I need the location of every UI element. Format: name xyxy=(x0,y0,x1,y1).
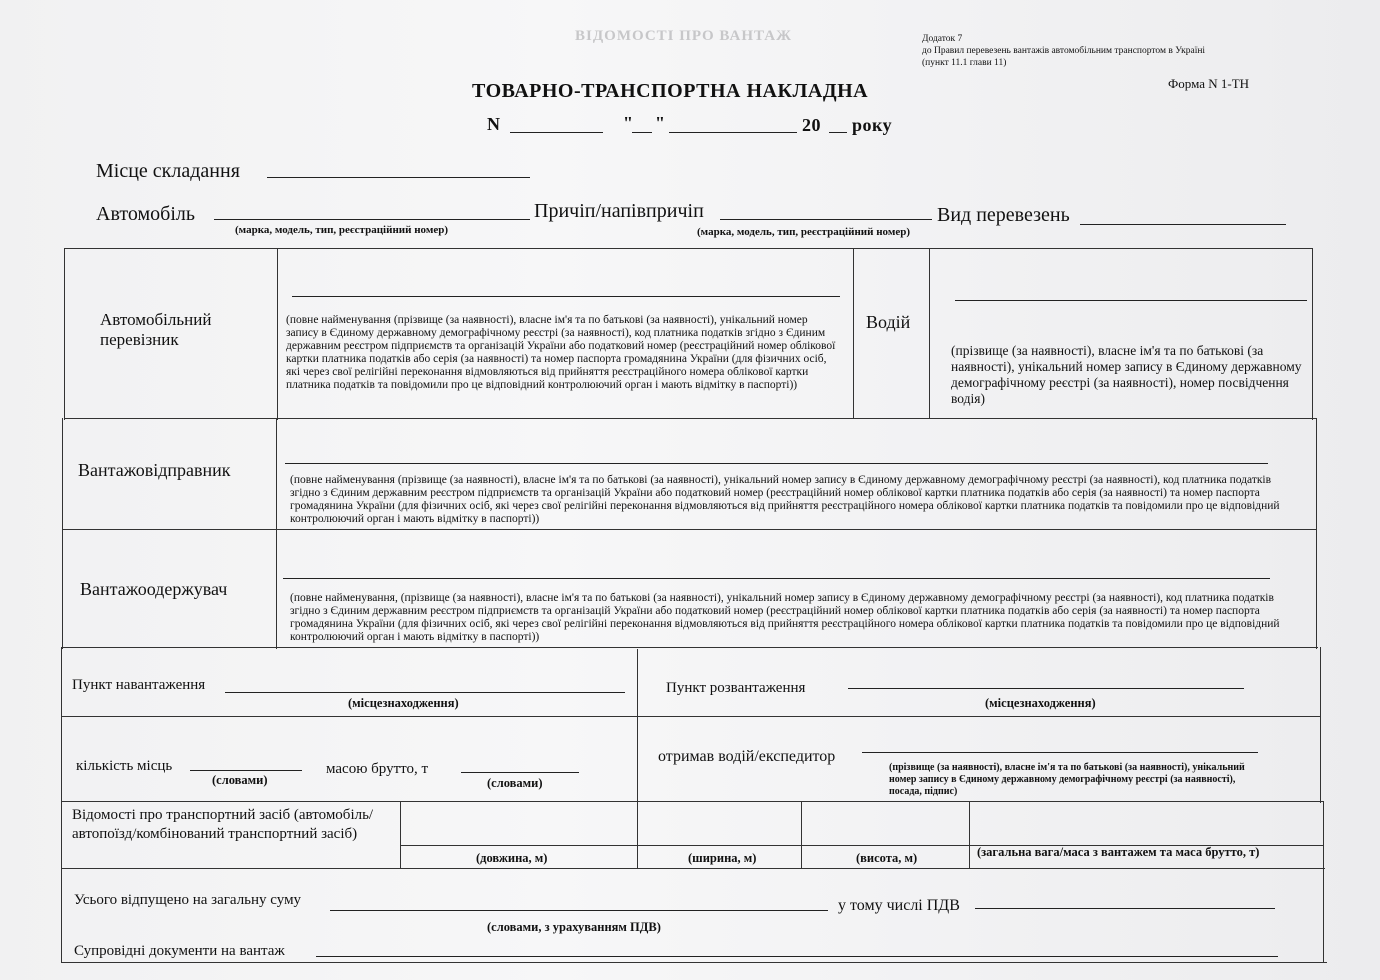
driver-caption: (прізвище (за наявності), власне ім'я та по батькові (за наявності), унікальний номер запису в Єдиному державному демографічному реєстрі (за наявності), номер посвідчення водія) xyxy=(951,343,1302,406)
table-rule xyxy=(853,248,854,418)
vehicle-width-field[interactable] xyxy=(638,802,800,845)
vehicle-weight-field[interactable] xyxy=(970,802,1322,845)
table-border-top xyxy=(64,248,1313,249)
total-label: Усього відпущено на загальну суму xyxy=(74,892,302,908)
driver-label: Водій xyxy=(866,312,911,332)
shipper-caption: (повне найменування (прізвище (за наявності), власне ім'я та по батькові (за наявності), унікальний номер запису в Єдиному державному демографічному реєстрі (за наявності), код платника податків згідно з Єдиним державним реєстром підприємств та організацій України або податковий номер (реєстраційний номер облікової картки платника податків або серія (за наявності) та номер паспорта громадянина України (для фізичних осіб, які через свої релігійні переконання відмовляються від прийняття реєстраційного номера облікової картки платника податків та повідомили про це відповідний контролюючий орган і мають відмітку в паспорті)) xyxy=(290,474,1280,525)
table-rule xyxy=(929,248,930,418)
gross-field[interactable] xyxy=(461,772,579,773)
received-field[interactable] xyxy=(862,752,1258,753)
carrier-field[interactable] xyxy=(292,296,840,297)
document-title: ТОВАРНО-ТРАНСПОРТНА НАКЛАДНА xyxy=(472,80,869,102)
table-border-right xyxy=(1316,418,1317,649)
gross-label: масою брутто, т xyxy=(326,761,429,777)
place-field[interactable] xyxy=(267,177,530,178)
consignee-caption: (повне найменування, (прізвище (за наявності), власне ім'я та по батькові (за наявності), унікальний номер запису в Єдиному державному демографічному реєстрі (за наявності), код платника податків згідно з Єдиним державним реєстром підприємств та організацій України або податковий номер (реєстраційний номер облікової картки платника податків або серія (за наявності) та номер паспорта громадянина України (для фізичних осіб, які через свої релігійні переконання відмовляються від прийняття реєстраційного номера облікової картки платника податків та повідомили про це відповідний контролюючий орган і мають відмітку в паспорті)) xyxy=(290,592,1280,643)
unloading-label: Пункт розвантаження xyxy=(666,680,806,696)
gross-caption: (словами) xyxy=(487,776,543,790)
table-rule xyxy=(62,529,1317,530)
docs-field[interactable] xyxy=(316,956,1278,957)
vehicle-height-caption: (висота, м) xyxy=(856,851,918,865)
form-number: Форма N 1-ТН xyxy=(1168,76,1250,91)
table-rule xyxy=(61,647,1318,648)
ghost-show-through-text: ВІДОМОСТІ ПРО ВАНТАЖ xyxy=(575,28,792,44)
received-label: отримав водій/експедитор xyxy=(658,748,836,765)
table-border-right xyxy=(1312,248,1313,420)
trailer-field[interactable] xyxy=(720,219,932,220)
total-caption: (словами, з урахуванням ПДВ) xyxy=(487,920,661,934)
places-field[interactable] xyxy=(190,770,302,771)
table-rule xyxy=(277,248,278,420)
year-prefix: 20 xyxy=(802,115,821,135)
vehicle-info-label: Відомості про транспортний засіб (автомобіль/автопоїзд/комбінований транспортний засіб) xyxy=(72,807,374,842)
table-border-right xyxy=(1320,647,1321,803)
unloading-field[interactable] xyxy=(848,688,1244,689)
loading-caption: (місцезнаходження) xyxy=(348,696,459,710)
places-label: кількість місць xyxy=(76,758,173,774)
table-rule xyxy=(637,649,638,801)
day-field[interactable] xyxy=(632,132,652,133)
total-field[interactable] xyxy=(330,910,828,911)
transport-type-label: Вид перевезень xyxy=(937,204,1070,226)
loading-field[interactable] xyxy=(225,692,625,693)
number-field[interactable] xyxy=(510,132,603,133)
appendix-line-3: (пункт 11.1 глави 11) xyxy=(922,58,1007,68)
appendix-line-2: до Правил перевезень вантажів автомобільним транспортом в Україні xyxy=(922,46,1206,56)
vehicle-length-caption: (довжина, м) xyxy=(476,851,548,865)
table-border-left xyxy=(62,418,63,649)
places-caption: (словами) xyxy=(212,773,268,787)
table-border-left xyxy=(61,647,62,963)
trailer-label: Причіп/напівпричіп xyxy=(534,200,704,222)
quote-close: " xyxy=(655,113,666,133)
table-rule xyxy=(64,418,1316,419)
vehicle-width-caption: (ширина, м) xyxy=(688,851,757,865)
table-rule xyxy=(276,418,277,649)
vat-field[interactable] xyxy=(975,908,1275,909)
unloading-caption: (місцезнаходження) xyxy=(985,696,1096,710)
appendix-note xyxy=(922,33,1322,69)
year-field[interactable] xyxy=(829,132,847,133)
shipper-field[interactable] xyxy=(285,463,1268,464)
number-label: N xyxy=(487,114,501,134)
car-caption: (марка, модель, тип, реєстраційний номер) xyxy=(235,224,448,236)
driver-field[interactable] xyxy=(955,300,1307,301)
place-label: Місце складання xyxy=(96,160,240,182)
appendix-line-1: Додаток 7 xyxy=(922,34,963,44)
carrier-caption: (повне найменування (прізвище (за наявності), власне ім'я та по батькові (за наявності), унікальний номер запису в Єдиному державному демографічному реєстрі (за наявності), код платника податків згідно з Єдиним державним реєстром підприємств та організацій України або податковий номер (реєстраційний номер облікової картки платника податків або серія (за наявності) та номер паспорта громадянина України (для фізичних осіб, які через свої релігійні переконання відмовляються від прийняття реєстраційного номера облікової картки платника податків та повідомили про це відповідний контролюючий орган і мають відмітку в паспорті)) xyxy=(286,314,836,391)
table-rule xyxy=(61,716,1321,717)
car-label: Автомобіль xyxy=(96,203,195,225)
transport-type-field[interactable] xyxy=(1080,224,1286,225)
car-field[interactable] xyxy=(214,219,530,220)
docs-label: Супровідні документи на вантаж xyxy=(74,943,285,959)
loading-label: Пункт навантаження xyxy=(72,677,206,693)
month-field[interactable] xyxy=(669,132,797,133)
table-border-left xyxy=(64,248,65,420)
table-border-right xyxy=(1323,801,1324,963)
received-caption: (прізвище (за наявності), власне ім'я та по батькові (за наявності), унікальний номер запису в Єдиному державному демографічному реєстрі (за наявності), посада, підпис) xyxy=(889,762,1245,797)
shipper-label: Вантажовідправник xyxy=(78,460,231,480)
vat-label: у тому числі ПДВ xyxy=(838,897,960,914)
table-border-bottom xyxy=(61,962,1327,963)
vehicle-height-field[interactable] xyxy=(802,802,968,845)
vehicle-length-field[interactable] xyxy=(401,802,636,845)
consignee-field[interactable] xyxy=(283,578,1270,579)
consignee-label: Вантажоодержувач xyxy=(80,579,228,599)
carrier-label: Автомобільний перевізник xyxy=(100,310,212,349)
table-rule xyxy=(61,868,1325,869)
quote-open: " xyxy=(623,113,634,133)
vehicle-weight-caption: (загальна вага/маса з вантажем та маса брутто, т) xyxy=(977,845,1260,859)
year-suffix: року xyxy=(852,115,893,135)
trailer-caption: (марка, модель, тип, реєстраційний номер) xyxy=(697,226,910,238)
